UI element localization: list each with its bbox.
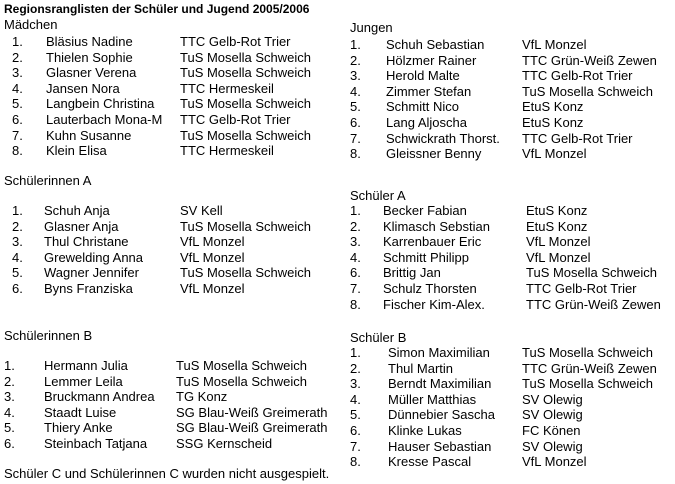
rank-number: 7.	[350, 130, 361, 146]
club-name: SV Olewig	[522, 438, 583, 454]
club-name: TuS Mosella Schweich	[180, 218, 312, 234]
rank-number: 7.	[350, 438, 361, 454]
player-name: Kresse Pascal	[388, 454, 472, 470]
page-title: Regionsranglisten der Schüler und Jugend 2005/2006	[4, 2, 310, 16]
club-name: TTC Gelb-Rot Trier	[522, 68, 633, 84]
player-name: Becker Fabian	[383, 203, 467, 218]
rank-number: 2.	[4, 373, 15, 389]
rank-number: 6.	[350, 265, 361, 281]
ranking-list	[4, 203, 312, 299]
player-name: Lauterbach Mona-M	[46, 112, 163, 127]
club-name: TuS Mosella Schweich	[180, 127, 312, 143]
rank-number: 2.	[350, 360, 361, 376]
section-heading: Schüler B	[350, 330, 407, 345]
rank-number: 3.	[350, 68, 361, 84]
rank-number: 8.	[350, 296, 361, 312]
club-name: TuS Mosella Schweich	[526, 265, 658, 281]
club-name: EtuS Konz	[522, 99, 584, 115]
rank-number: 1.	[350, 203, 361, 218]
club-name: TTC Grün-Weiß Zewen	[526, 296, 661, 312]
club-name: SV Olewig	[522, 407, 583, 423]
rank-number: 2.	[12, 218, 23, 234]
section-heading: Schülerinnen B	[4, 328, 93, 343]
player-name: Brittig Jan	[383, 265, 441, 281]
club-name: VfL Monzel	[180, 234, 245, 250]
rank-number: 3.	[4, 389, 15, 405]
player-name: Lang Aljoscha	[386, 115, 467, 130]
rank-number: 8.	[12, 143, 23, 159]
section-heading: Jungen	[350, 20, 393, 35]
section-schueler-a	[350, 188, 661, 315]
club-name: VfL Monzel	[526, 249, 591, 265]
club-name: EtuS Konz	[522, 115, 584, 130]
player-name: Hölzmer Rainer	[386, 52, 477, 68]
rank-number: 4.	[4, 404, 15, 420]
rank-number: 4.	[12, 249, 23, 265]
player-name: Lemmer Leila	[44, 373, 123, 389]
rank-number: 5.	[350, 407, 361, 423]
club-name: SV Kell	[180, 203, 223, 218]
player-name: Zimmer Stefan	[386, 83, 472, 99]
player-name: Klimasch Sebstian	[383, 218, 490, 234]
club-name: TG Konz	[176, 389, 228, 405]
rank-number: 6.	[350, 115, 361, 130]
player-name: Schulz Thorsten	[383, 281, 477, 296]
player-name: Bruckmann Andrea	[44, 389, 155, 405]
section-heading: Schüler A	[350, 188, 406, 203]
rank-number: 8.	[350, 454, 361, 470]
club-name: TTC Gelb-Rot Trier	[526, 281, 637, 296]
club-name: TTC Grün-Weiß Zewen	[522, 360, 657, 376]
section-schuelerinnen-b	[4, 328, 328, 454]
rank-number: 3.	[350, 234, 361, 250]
rank-number: 8.	[350, 146, 361, 162]
player-name: Schuh Sebastian	[386, 37, 485, 52]
club-name: TuS Mosella Schweich	[180, 49, 312, 65]
rank-number: 2.	[350, 52, 361, 68]
club-name: FC Könen	[522, 423, 581, 438]
club-name: SG Blau-Weiß Greimerath	[176, 420, 328, 436]
player-name: Berndt Maximilian	[388, 376, 492, 392]
rank-number: 7.	[12, 127, 23, 143]
rank-number: 6.	[350, 423, 361, 438]
player-name: Jansen Nora	[46, 80, 120, 96]
rank-number: 4.	[350, 83, 361, 99]
rank-number: 1.	[350, 345, 361, 360]
player-name: Grewelding Anna	[44, 249, 144, 265]
section-jungen	[350, 20, 657, 165]
rank-number: 4.	[350, 391, 361, 407]
club-name: TuS Mosella Schweich	[522, 376, 654, 392]
rank-number: 3.	[12, 65, 23, 81]
player-name: Klinke Lukas	[388, 423, 462, 438]
player-name: Schwickrath Thorst.	[386, 130, 500, 146]
ranking-list	[350, 345, 657, 473]
player-name: Wagner Jennifer	[44, 265, 139, 281]
player-name: Thielen Sophie	[46, 49, 133, 65]
ranking-list	[4, 34, 312, 162]
player-name: Kuhn Susanne	[46, 127, 132, 143]
section-heading: Mädchen	[4, 17, 58, 32]
club-name: VfL Monzel	[180, 281, 245, 296]
club-name: SV Olewig	[522, 391, 583, 407]
rank-number: 5.	[350, 99, 361, 115]
club-name: SG Blau-Weiß Greimerath	[176, 404, 328, 420]
player-name: Schmitt Philipp	[383, 249, 469, 265]
club-name: TuS Mosella Schweich	[180, 96, 312, 112]
club-name: TTC Gelb-Rot Trier	[522, 130, 633, 146]
rank-number: 1.	[12, 34, 23, 49]
club-name: EtuS Konz	[526, 218, 588, 234]
player-name: Thul Martin	[388, 360, 454, 376]
club-name: TuS Mosella Schweich	[180, 65, 312, 81]
club-name: TuS Mosella Schweich	[522, 345, 654, 360]
club-name: TTC Hermeskeil	[180, 80, 274, 96]
rank-number: 2.	[350, 218, 361, 234]
player-name: Müller Matthias	[388, 391, 477, 407]
rank-number: 4.	[350, 249, 361, 265]
rank-number: 5.	[4, 420, 15, 436]
section-heading: Schülerinnen A	[4, 173, 92, 188]
player-name: Herold Malte	[386, 68, 460, 84]
club-name: TuS Mosella Schweich	[522, 83, 654, 99]
player-name: Simon Maximilian	[388, 345, 490, 360]
player-name: Byns Franziska	[44, 281, 133, 296]
player-name: Gleissner Benny	[386, 146, 482, 162]
club-name: TuS Mosella Schweich	[180, 265, 312, 281]
rank-number: 3.	[350, 376, 361, 392]
player-name: Karrenbauer Eric	[383, 234, 482, 250]
club-name: SSG Kernscheid	[176, 436, 273, 451]
ranking-list	[350, 37, 657, 165]
rank-number: 3.	[12, 234, 23, 250]
club-name: TTC Gelb-Rot Trier	[180, 34, 291, 49]
club-name: TTC Grün-Weiß Zewen	[522, 52, 657, 68]
club-name: TTC Gelb-Rot Trier	[180, 112, 291, 127]
player-name: Glasner Anja	[44, 218, 119, 234]
section-maedchen	[4, 17, 312, 162]
rank-number: 7.	[350, 281, 361, 296]
player-name: Staadt Luise	[44, 404, 117, 420]
player-name: Klein Elisa	[46, 143, 107, 159]
rank-number: 6.	[12, 281, 23, 296]
rank-number: 5.	[12, 96, 23, 112]
rank-number: 6.	[12, 112, 23, 127]
rank-number: 5.	[12, 265, 23, 281]
club-name: VfL Monzel	[522, 454, 587, 470]
player-name: Langbein Christina	[46, 96, 155, 112]
club-name: VfL Monzel	[522, 146, 587, 162]
ranking-list	[350, 203, 661, 315]
player-name: Schuh Anja	[44, 203, 110, 218]
club-name: VfL Monzel	[526, 234, 591, 250]
club-name: EtuS Konz	[526, 203, 588, 218]
rank-number: 1.	[350, 37, 361, 52]
club-name: TuS Mosella Schweich	[176, 373, 308, 389]
club-name: VfL Monzel	[180, 249, 245, 265]
rank-number: 2.	[12, 49, 23, 65]
ranking-list	[4, 358, 328, 454]
club-name: VfL Monzel	[522, 37, 587, 52]
rank-number: 1.	[12, 203, 23, 218]
player-name: Fischer Kim-Alex.	[383, 296, 485, 312]
player-name: Thul Christane	[44, 234, 129, 250]
footer-note: Schüler C und Schülerinnen C wurden nicht ausgespielt.	[4, 466, 330, 481]
rank-number: 1.	[4, 358, 15, 373]
section-schueler-b	[350, 330, 657, 473]
player-name: Schmitt Nico	[386, 99, 459, 115]
player-name: Thiery Anke	[44, 420, 113, 436]
rank-number: 4.	[12, 80, 23, 96]
player-name: Bläsius Nadine	[46, 34, 133, 49]
club-name: TTC Hermeskeil	[180, 143, 274, 159]
player-name: Steinbach Tatjana	[44, 436, 148, 451]
club-name: TuS Mosella Schweich	[176, 358, 308, 373]
rank-number: 6.	[4, 436, 15, 451]
player-name: Hermann Julia	[44, 358, 128, 373]
player-name: Glasner Verena	[46, 65, 137, 81]
player-name: Hauser Sebastian	[388, 438, 492, 454]
section-schuelerinnen-a	[4, 173, 312, 299]
player-name: Dünnebier Sascha	[388, 407, 495, 423]
